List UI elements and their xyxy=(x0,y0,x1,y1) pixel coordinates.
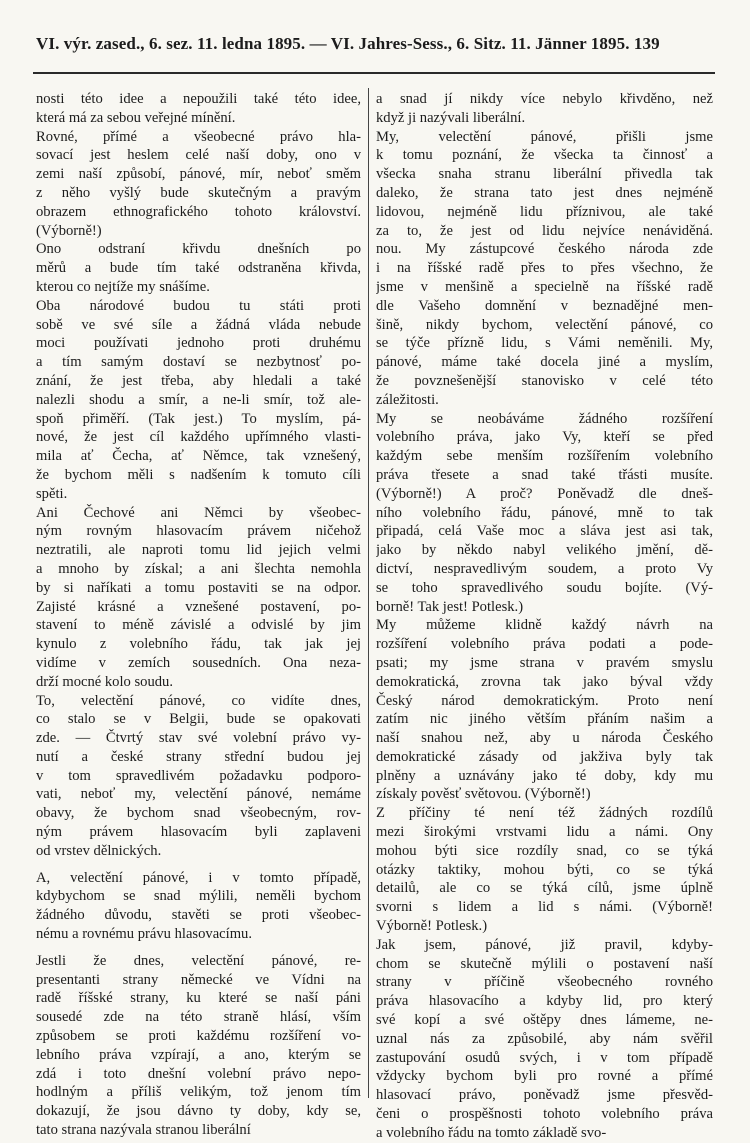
text-line: ního volebního řádu, pánové, mně to tak xyxy=(376,504,713,521)
text-line: nosti této idee a nepoužili také této idee, xyxy=(36,91,361,107)
text-line: že bychom měli s nadšením k tomuto cíli xyxy=(36,466,361,483)
text-line: obrazem ethnografického tohoto království. xyxy=(36,203,361,220)
text-line: spoň přiměří. (Tak jest.) To myslím, pá- xyxy=(36,410,361,427)
text-line: kynulo z volebního řádu, tak jak jej xyxy=(36,636,361,653)
text-line: mila ať Čecha, ať Němce, tak vznešený, xyxy=(36,448,361,465)
text-line: kterou co nejtíže my snášíme. xyxy=(36,278,210,295)
text-line: plněny a uznávány jako té doby, kdy mu xyxy=(376,767,713,784)
text-line: zatím nic jiného větším přáním našim a xyxy=(376,711,713,728)
text-line: drží mocné kolo soudu. xyxy=(36,673,173,690)
header-rule xyxy=(33,72,715,74)
text-line: nové, že jest cíl každého upřímného vlasti- xyxy=(36,429,361,446)
text-line: v tom spravedlivém požadavku podporo- xyxy=(36,767,361,784)
text-line: borně! Tak jest! Potlesk.) xyxy=(376,598,524,615)
text-line: My se neobáváme žádného rozšíření xyxy=(376,410,713,427)
text-line: rozšíření volebního práva podati a pode- xyxy=(376,636,713,653)
text-line: My, velectění pánové, přišli jsme xyxy=(376,128,713,145)
text-line: když ji nazývali liberální. xyxy=(376,109,526,126)
text-line: A, velectění pánové, i v tomto případě, xyxy=(36,869,361,886)
text-line: jsme v menšině a specielně na říšské radě xyxy=(376,278,713,295)
text-line: Zajisté krásné a vznešené postavení, po- xyxy=(36,598,361,615)
text-line: zemi naší způsobí, pánové, mír, neboť směm xyxy=(36,166,361,183)
text-line: vidíme v zemích sousedních. Ona neza- xyxy=(36,654,361,671)
text-line: svorni s lidem a lid s námi. (Výborně! xyxy=(376,899,713,916)
text-line: obavy, že bychom snad všeobecným, rov- xyxy=(36,805,361,822)
text-line: lebního práva vzpírají, a ano, kterým se xyxy=(36,1046,361,1063)
text-line: žádného důvodu, stavěti se proti všeobec- xyxy=(36,907,361,924)
text-line: To, velectění pánové, co vidíte dnes, xyxy=(36,692,361,709)
text-line: co stalo se v Belgii, bude se opakovati xyxy=(36,711,361,728)
text-line: všecka snaha stranu liberální přivedla tak xyxy=(376,166,713,183)
text-line: připadá, celá Vaše moc a sláva jest asi tak, xyxy=(376,523,713,540)
text-line: detailů, ale co se týká cílů, jsme úplně xyxy=(376,880,713,897)
text-line: každým sebe menším rozšířením volebního xyxy=(376,448,713,465)
text-line: presentanti strany německé ve Vídni na xyxy=(36,971,361,988)
text-line: spěti. xyxy=(36,485,68,502)
text-line: a snad jí nikdy více nebylo křivděno, než xyxy=(376,91,713,107)
text-line: neztratili, ale naproti tomu lid jejich velmi xyxy=(36,542,361,559)
text-line: hlasovací právo, poněvadž jsme přesvěd- xyxy=(376,1087,713,1104)
text-line: demokratické zásady od jakživa byly tak xyxy=(376,748,713,765)
text-line: a tím samým dostaví se nezbytnosť po- xyxy=(36,354,361,371)
text-line: Jestli že dnes, velectění pánové, re- xyxy=(36,952,361,969)
text-line: pánové, máme také docela jiné a myslím, xyxy=(376,354,713,371)
text-line: ným právem hlasovacím byli zaplaveni xyxy=(36,824,361,841)
text-line: tato strana nazývala stranou liberální xyxy=(36,1122,251,1139)
text-line: demokratická, zrovna tak jako býval vždy xyxy=(376,673,713,690)
text-line: sobě ve své síle a žádná vláda nebude xyxy=(36,316,361,333)
text-line: zdá i toto dnešní volební právo nepo- xyxy=(36,1065,361,1082)
text-line: zde. — Čtvrtý stav své volební právo vy- xyxy=(36,730,361,747)
text-line: nému a rovnému právu hlasovacímu. xyxy=(36,926,253,943)
text-line: Z příčiny té není též žádných rozdílů xyxy=(376,805,713,822)
text-line: z něho vyšlý bude skutečným a pravým xyxy=(36,184,361,201)
left-column xyxy=(36,90,361,1140)
text-line: (Výborně!) A proč? Poněvadž dle dneš- xyxy=(376,485,713,502)
text-line: že povznešenější stanovisko v celé této xyxy=(376,372,713,389)
text-line: sovací jest heslem celé naší doby, ono v xyxy=(36,147,361,164)
text-line: hodlným a příliš velikým, tož jenom tím xyxy=(36,1084,361,1101)
text-line: vati, neboť my, velectění pánové, nemáme xyxy=(36,786,361,803)
text-line: práva třesete a snad také třásti musíte. xyxy=(376,466,713,483)
text-line: zastupování osudů svých, i v tom případě xyxy=(376,1049,713,1066)
text-line: dle Vašeho domnění v beznadějné men- xyxy=(376,297,713,314)
paragraph-gap xyxy=(36,861,361,869)
text-line: kdybychom se snad mýlili, neměli bychom xyxy=(36,888,361,905)
text-line: měrů a bude tím také odstraněna křivda, xyxy=(36,260,361,277)
text-line: i na říšské radě přes to přes všechno, že xyxy=(376,260,713,277)
text-line: otázky taktiky, mohou býti, co se týká xyxy=(376,861,713,878)
text-line: uznal nás za způsobilé, aby nám svěřil xyxy=(376,1030,713,1047)
text-line: psati; my jsme strana v pravém smyslu xyxy=(376,654,713,671)
text-line: způsobem se proti každému rozšíření vo- xyxy=(36,1028,361,1045)
text-line: k tomu poznání, že všecka ta činnosť a xyxy=(376,147,713,164)
text-line: strany v příčině všeobecného rovného xyxy=(376,974,713,991)
text-line: ným rovným hlasovacím právem ničehož xyxy=(36,523,361,540)
text-line: čeni o prospěšnosti tohoto volebního práva xyxy=(376,1106,713,1123)
text-line: která má za sebou veřejné mínění. xyxy=(36,109,236,126)
text-line: (Výborně!) xyxy=(36,222,102,239)
text-line: od vrstev dělnických. xyxy=(36,842,162,859)
text-line: Český národ demokratickým. Proto není xyxy=(376,692,713,709)
text-line: vždycky bychom byli pro rovné a přímé xyxy=(376,1068,713,1085)
text-line: za to, že jest od lidu nejvíce nenáviděná. xyxy=(376,222,713,239)
right-column xyxy=(376,90,713,1143)
text-line: získaly pověsť světovou. (Výborně!) xyxy=(376,786,591,803)
text-line: práva hlasovacího a kdyby lid, pro který xyxy=(376,993,713,1010)
text-line: a volebního řádu na tomto základě svo- xyxy=(376,1124,607,1141)
text-line: mezi širokými vrstvami lidu a námi. Ony xyxy=(376,824,713,841)
text-line: lidovou, nejméně lidu příznivou, ale také xyxy=(376,203,713,220)
text-line: nou. My zástupcové českého národa zde xyxy=(376,241,713,258)
text-line: šině, nikdy bychom, velectění pánové, co xyxy=(376,316,713,333)
text-line: jako by někdo nabyl velikého jmění, dě- xyxy=(376,542,713,559)
text-line: Rovné, přímé a všeobecné právo hla- xyxy=(36,128,361,145)
text-line: záležitosti. xyxy=(376,391,439,408)
text-line: Ono odstraní křivdu dnešních po xyxy=(36,241,361,258)
text-line: své kopí a své oštěpy dnes lámeme, ne- xyxy=(376,1012,713,1029)
text-line: mohou býti sice rozdíly snad, co se týká xyxy=(376,842,713,859)
text-line: dictví, nespravedlivým soudem, a proto Vy xyxy=(376,560,713,577)
text-line: volebního práva, jako Vy, kteří se před xyxy=(376,429,713,446)
text-line: se týče přízně lidu, s Vámi neměnili. My, xyxy=(376,335,713,352)
text-line: Výborně! Potlesk.) xyxy=(376,918,488,935)
text-line: a mnoho by získal; a ani šlechta nemohla xyxy=(36,560,361,577)
text-line: My můžeme klidně každý návrh na xyxy=(376,617,713,634)
text-line: moci používati jednoho proti druhému xyxy=(36,335,361,352)
text-line: by si naříkati a tomu postaviti se na odpor. xyxy=(36,579,361,596)
text-line: Ani Čechové ani Němci by všeobec- xyxy=(36,504,361,521)
text-line: Oba národové budou tu státi proti xyxy=(36,297,361,314)
text-line: Jak jsem, pánové, již pravil, kdyby- xyxy=(376,936,713,953)
text-line: nalezli shodu a smír, a ne-li smír, tož ale- xyxy=(36,391,361,408)
column-divider xyxy=(368,88,369,1098)
text-line: se toho spravedlivého soudu bojíte. (Vý- xyxy=(376,579,713,596)
text-line: stavení to méně závislé a odvislé by jim xyxy=(36,617,361,634)
text-line: dokazují, že jsou dávno ty doby, kdy se, xyxy=(36,1103,361,1120)
text-line: nutí a české strany střední budou jej xyxy=(36,748,361,765)
text-line: chom se skutečně mýlili o postavení naší xyxy=(376,955,713,972)
text-line: sousedé zde na této straně hlásí, vším xyxy=(36,1009,361,1026)
page-header: VI. výr. zased., 6. sez. 11. ledna 1895. — VI. Jahres-Sess., 6. Sitz. 11. Jänner 1895. 139 xyxy=(36,34,660,53)
text-line: radě říšské strany, ku které se naší páni xyxy=(36,990,361,1007)
text-line: naší snahou než, aby u národa Českého xyxy=(376,730,713,747)
paragraph-gap xyxy=(36,944,361,952)
text-line: znání, že jest třeba, aby hledali a také xyxy=(36,372,361,389)
text-line: daleko, že strana tato jest dnes nejméně xyxy=(376,184,713,201)
